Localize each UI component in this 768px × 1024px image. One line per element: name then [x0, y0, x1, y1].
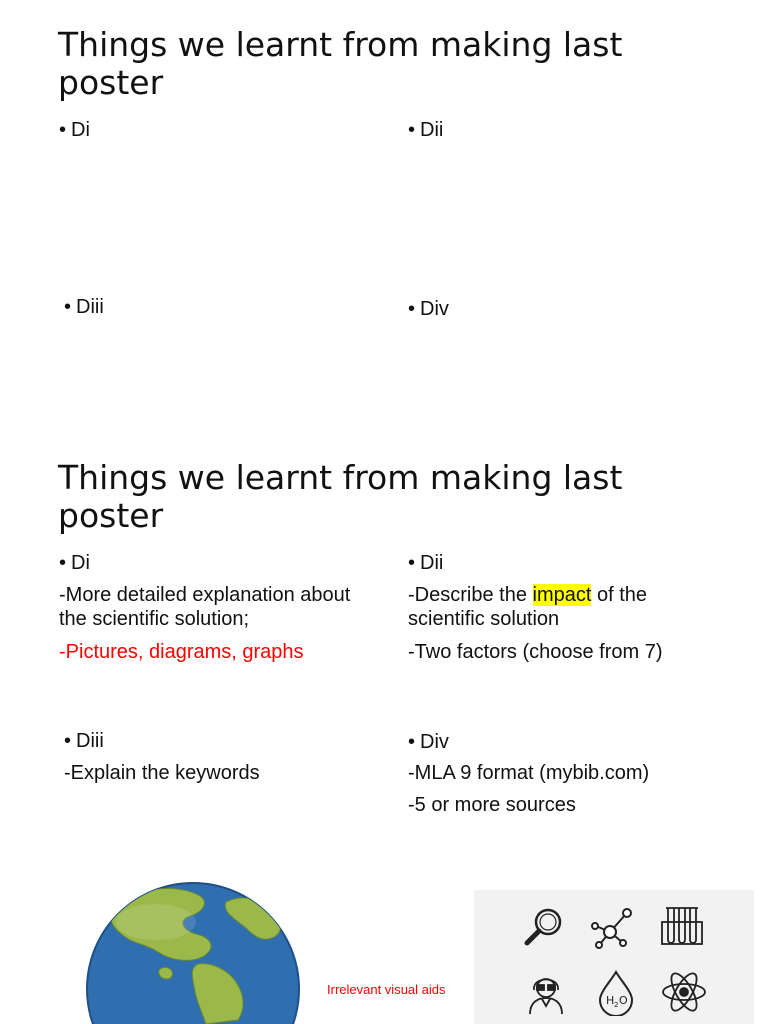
- science-icons-panel: [474, 890, 754, 1024]
- slide2-bullet-di: • Di: [59, 552, 90, 574]
- dii-note-text-end: of the scientific solution: [408, 584, 648, 630]
- irrelevant-visual-aids-caption: Irrelevant visual aids: [327, 982, 446, 997]
- svg-text:2: 2: [614, 1001, 619, 1009]
- slide1-bullet-di: • Di: [59, 119, 90, 141]
- molecule-icon: [590, 904, 638, 952]
- svg-text:O: O: [619, 994, 628, 1007]
- svg-text:H: H: [606, 994, 615, 1007]
- div-note-mla: -MLA 9 format (mybib.com): [408, 762, 650, 784]
- bullet-label: Diii: [76, 730, 104, 752]
- di-note-explanation: -More detailed explanation about the scientific solution;: [59, 584, 351, 630]
- dii-note-text: -Describe the: [408, 584, 533, 606]
- bullet-label: Di: [71, 119, 90, 141]
- test-tubes-icon: [658, 904, 706, 952]
- slide2-title: Things we learnt from making last poster: [58, 458, 623, 535]
- slide1-bullet-dii: • Dii: [408, 119, 444, 141]
- bullet-label: Dii: [420, 552, 444, 574]
- slide2-bullet-dii: • Dii: [408, 552, 444, 574]
- slide1-bullet-div: • Div: [408, 298, 449, 320]
- slide2-bullet-div: • Div: [408, 731, 449, 753]
- magnifier-icon: [520, 904, 568, 952]
- atom-icon: [660, 968, 708, 1016]
- diii-note-keywords: -Explain the keywords: [64, 762, 260, 784]
- bullet-label: Div: [420, 298, 449, 320]
- div-note-sources: -5 or more sources: [408, 794, 576, 816]
- dii-note-factors: -Two factors (choose from 7): [408, 641, 663, 663]
- scientist-icon: [522, 968, 570, 1016]
- slide2-bullet-diii: • Diii: [64, 730, 104, 752]
- dii-note-impact: [408, 583, 708, 631]
- bullet-label: Di: [71, 552, 90, 574]
- bullet-label: Diii: [76, 296, 104, 318]
- h2o-drop-icon: [592, 968, 640, 1016]
- slide1-title: Things we learnt from making last poster: [58, 25, 623, 102]
- bullet-label: Dii: [420, 119, 444, 141]
- di-note-visuals: -Pictures, diagrams, graphs: [59, 641, 304, 663]
- slide1-bullet-diii: • Diii: [64, 296, 104, 318]
- globe-icon: [86, 882, 300, 1024]
- impact-highlight: impact: [532, 584, 592, 606]
- bullet-label: Div: [420, 731, 449, 753]
